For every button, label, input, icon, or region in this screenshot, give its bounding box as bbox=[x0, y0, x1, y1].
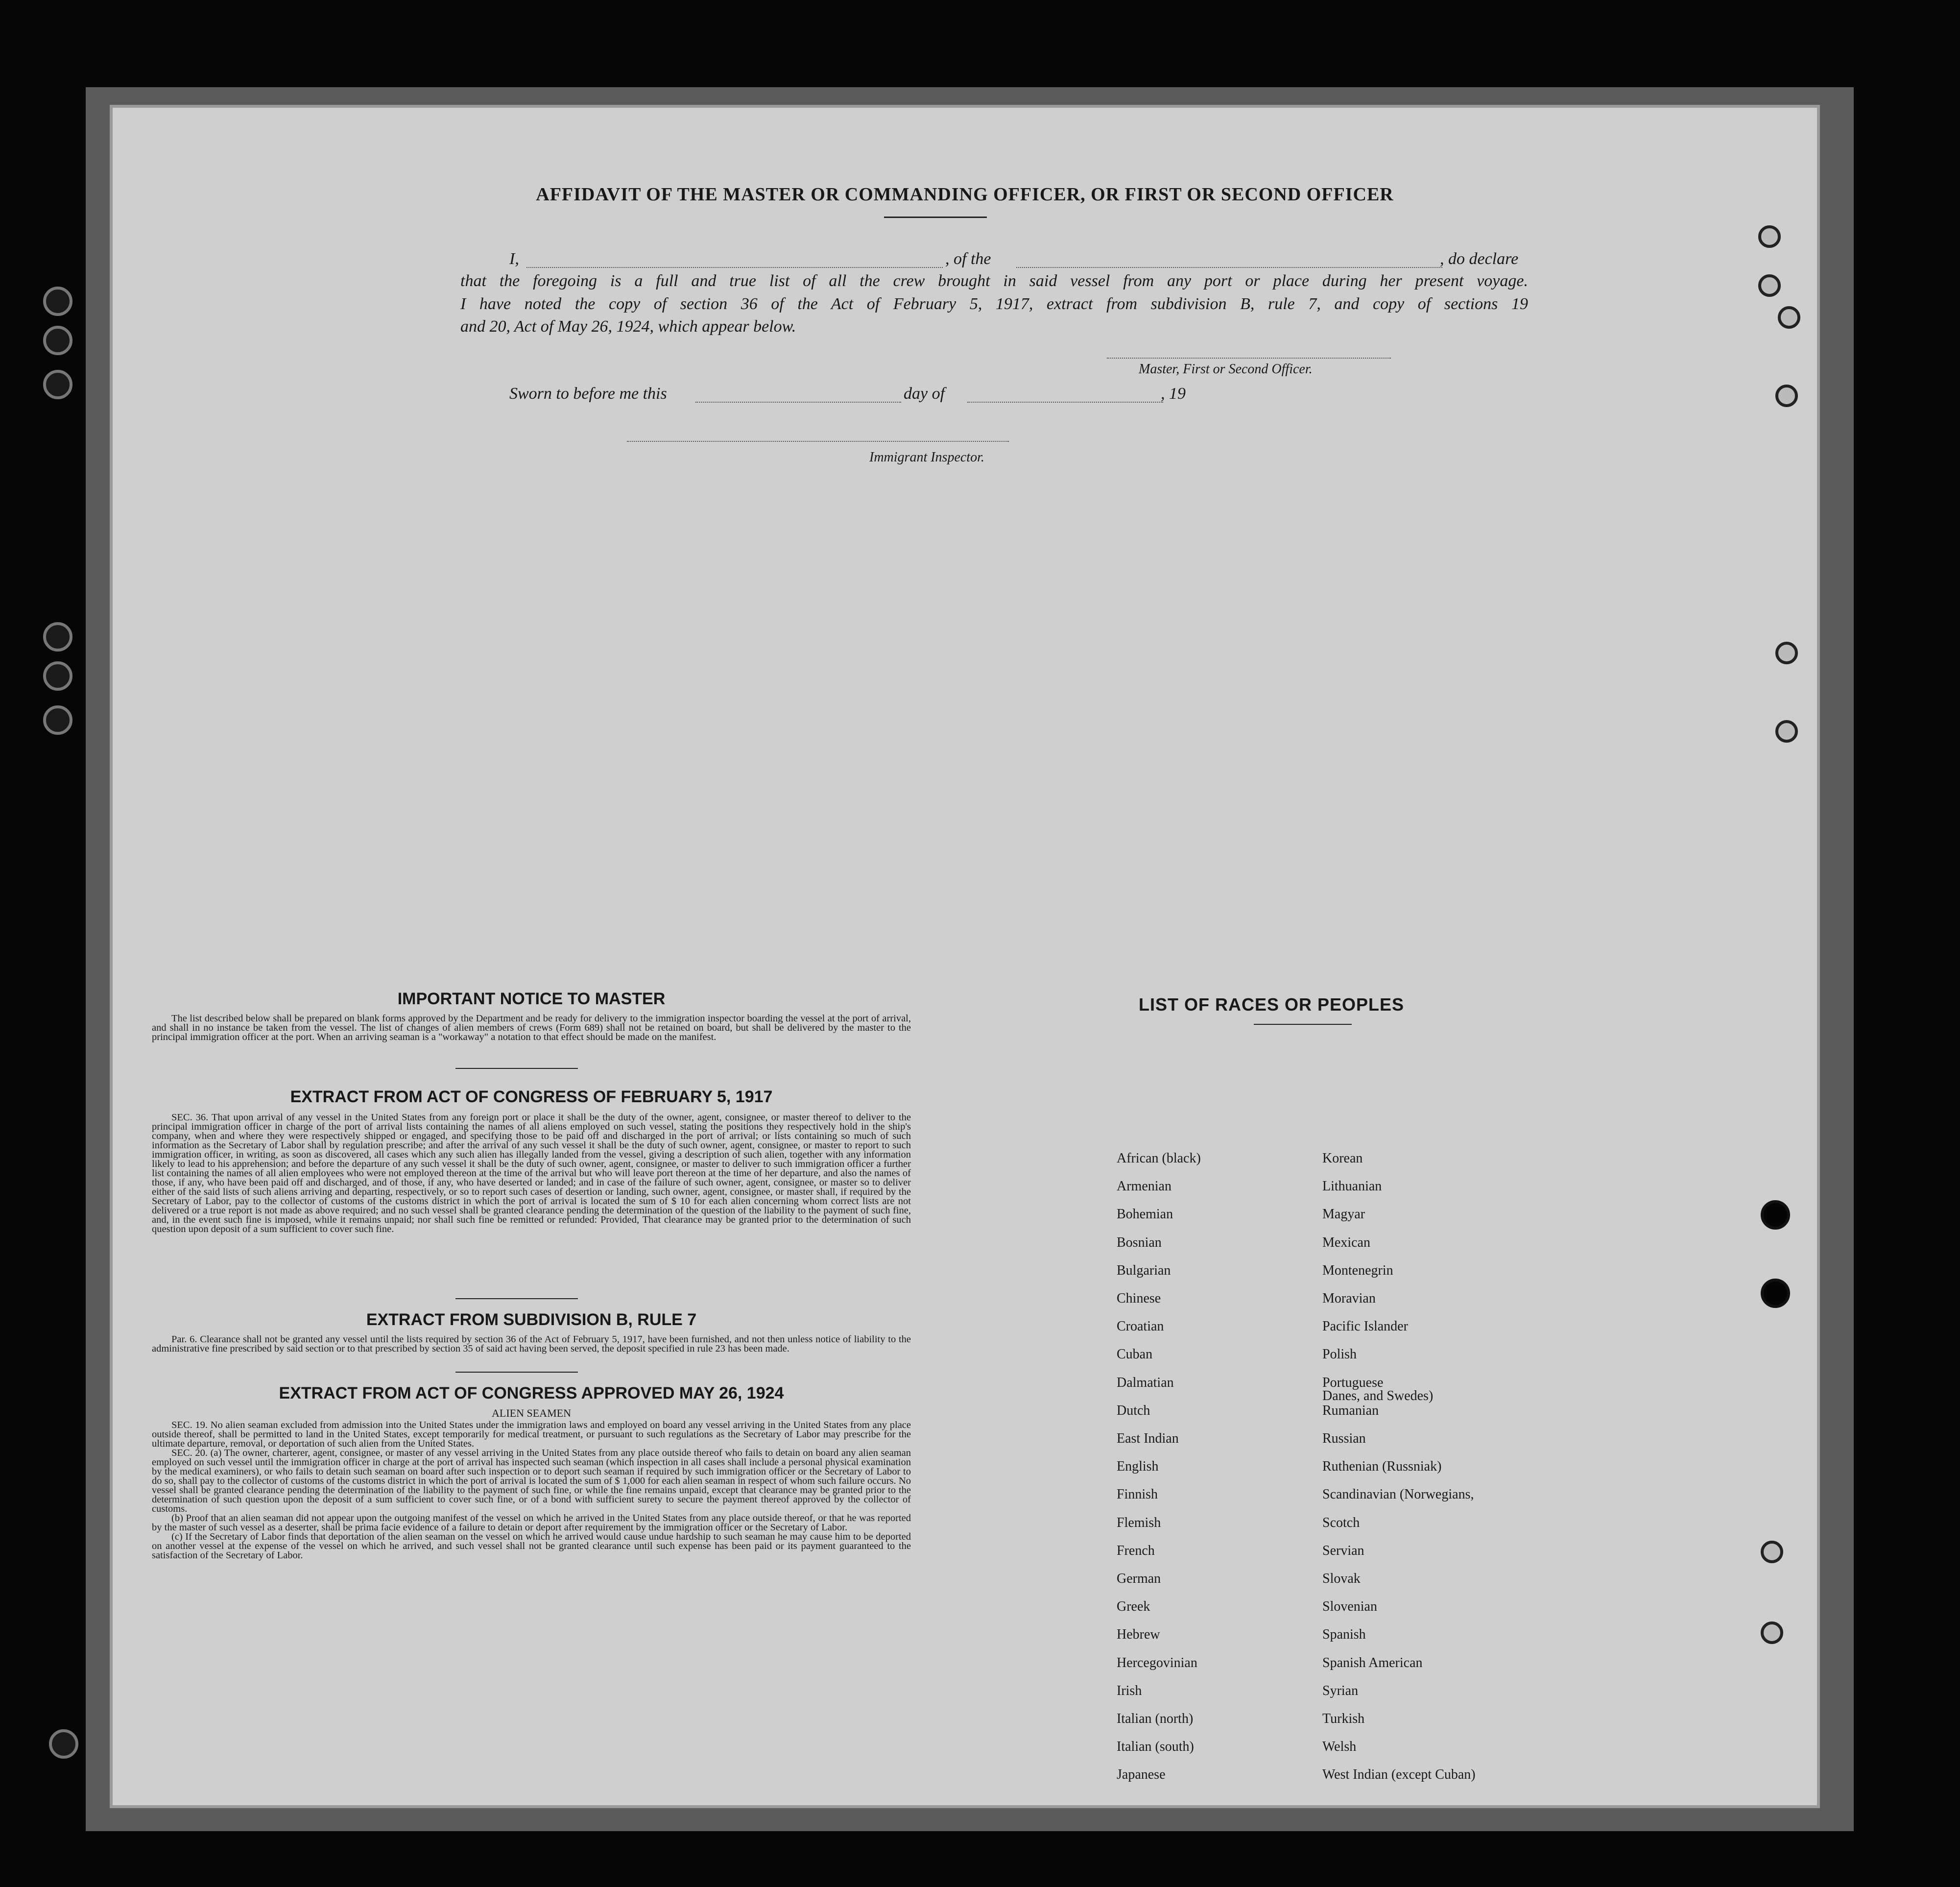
race-item: Bohemian bbox=[1117, 1207, 1173, 1222]
race-item: Bosnian bbox=[1117, 1235, 1162, 1250]
binder-ring bbox=[1761, 1541, 1783, 1563]
race-item: English bbox=[1117, 1459, 1159, 1474]
race-item: Bulgarian bbox=[1117, 1263, 1171, 1278]
inspector-signature-line bbox=[627, 441, 1009, 442]
title-underline bbox=[884, 217, 987, 218]
affidavit-declare: , do declare bbox=[1440, 250, 1519, 268]
race-item: Armenian bbox=[1117, 1179, 1171, 1194]
race-item: Cuban bbox=[1117, 1347, 1153, 1362]
race-item: Irish bbox=[1117, 1683, 1142, 1698]
notice-paragraph: The list described below shall be prepared on blank forms approved by the Department and be ready for delivery to the immigration inspector boarding the vessel at the port of arrival, and shall in no instance be taken from the vessel. The list of changes of alien members of crews (Form 689) shall not be retained on board, but shall be delivered by the master to the principal immigration officer at the port. When an arriving seaman is a "workaway" a notation to that effect should be made on the manifest. bbox=[152, 1013, 911, 1042]
binder-ring bbox=[1758, 274, 1781, 297]
affidavit-line-2: that the foregoing is a full and true list of all the crew brought in said vessel from any port or place during her present voyage. bbox=[460, 272, 1528, 290]
race-item: French bbox=[1117, 1543, 1155, 1558]
binder-ring bbox=[1775, 642, 1798, 664]
name-blank bbox=[526, 267, 943, 268]
binder-hole bbox=[43, 287, 72, 316]
race-scandinavian-cont: Danes, and Swedes) bbox=[1322, 1388, 1434, 1403]
race-item: Servian bbox=[1322, 1543, 1364, 1558]
affidavit-line-4: and 20, Act of May 26, 1924, which appear below. bbox=[460, 317, 796, 336]
races-underline bbox=[1254, 1024, 1352, 1025]
race-item: Portuguese bbox=[1322, 1375, 1384, 1390]
race-item: Syrian bbox=[1322, 1683, 1359, 1698]
race-item: Hercegovinian bbox=[1117, 1655, 1197, 1670]
race-item: Greek bbox=[1117, 1599, 1150, 1614]
binder-hole bbox=[43, 622, 72, 652]
race-item: Moravian bbox=[1322, 1291, 1376, 1306]
race-item: Slovenian bbox=[1322, 1599, 1377, 1614]
race-item: West Indian (except Cuban) bbox=[1322, 1767, 1476, 1782]
race-item: Pacific Islander bbox=[1322, 1319, 1408, 1334]
race-item: Polish bbox=[1322, 1347, 1357, 1362]
race-item: Russian bbox=[1322, 1431, 1366, 1446]
binder-ring bbox=[1778, 306, 1800, 329]
race-item: Dalmatian bbox=[1117, 1375, 1174, 1390]
notice-title: IMPORTANT NOTICE TO MASTER bbox=[397, 990, 666, 1008]
race-item: Hebrew bbox=[1117, 1627, 1160, 1642]
binder-hole bbox=[43, 370, 72, 399]
race-item: Spanish American bbox=[1322, 1655, 1423, 1670]
rule7-text bbox=[152, 1335, 911, 1354]
race-item: Scandinavian (Norwegians, bbox=[1322, 1487, 1474, 1502]
binder-ring bbox=[1775, 385, 1798, 407]
affidavit-line-3: I have noted the copy of section 36 of the Act of February 5, 1917, extract from subdivision B, rule 7, and copy of sections 19 bbox=[460, 295, 1528, 313]
affidavit-title: AFFIDAVIT OF THE MASTER OR COMMANDING OFFICER, OR FIRST OR SECOND OFFICER bbox=[536, 184, 1394, 205]
race-item: Italian (south) bbox=[1117, 1739, 1194, 1754]
alien-seamen-subtitle: ALIEN SEAMEN bbox=[492, 1407, 571, 1419]
sworn-year: , 19 bbox=[1161, 385, 1186, 403]
race-item: Montenegrin bbox=[1322, 1263, 1393, 1278]
binder-ring bbox=[1758, 225, 1781, 248]
vessel-blank bbox=[1016, 267, 1442, 268]
race-item: Chinese bbox=[1117, 1291, 1161, 1306]
race-item: Finnish bbox=[1117, 1487, 1158, 1502]
race-item: Slovak bbox=[1322, 1571, 1361, 1586]
par-6-paragraph: Par. 6. Clearance shall not be granted any vessel until the lists required by section 36 of the Act of February 5, 1917, have been furnished, and not then unless notice of liability to the administrative fine prescribed by said section or to that prescribed by section 35 of said act having been served, the deposit specified in rule 23 has been made. bbox=[152, 1334, 911, 1354]
race-item: Ruthenian (Russniak) bbox=[1322, 1459, 1442, 1474]
binder-hole bbox=[1761, 1279, 1790, 1308]
divider bbox=[455, 1068, 578, 1069]
notice-text bbox=[152, 1014, 911, 1042]
binder-hole bbox=[1761, 1200, 1790, 1230]
divider bbox=[455, 1298, 578, 1299]
document-page bbox=[113, 108, 1817, 1805]
race-item: East Indian bbox=[1117, 1431, 1179, 1446]
race-item: Italian (north) bbox=[1117, 1711, 1194, 1726]
sec-20b-paragraph: (b) Proof that an alien seaman did not appear upon the outgoing manifest of the vessel on which he arrived in the United States from any place outside thereof, or that he was reported by the master of such vessel as a deserter, shall be prima facie evidence of a failure to detain or deport after requirement by the immigration officer or the Secretary of Labor. bbox=[152, 1513, 911, 1533]
extract-1924-text bbox=[152, 1421, 911, 1560]
race-item: African (black) bbox=[1117, 1151, 1201, 1166]
sec-20a-paragraph: SEC. 20. (a) The owner, charterer, agent, consignee, or master of any vessel arriving in the United States from any place outside thereof who fails to detain on board any alien seaman employed on such vessel until the immigration officer in charge at the port of arrival has inspected such seaman (which inspection in all cases shall include a personal physical examination by the medical examiners), or who fails to detain such seaman on board after such inspection or to deport such seaman if required by such immigration officer or the Secretary of Labor to do so, shall pay to the collector of customs of the customs district in which the port of arrival is located the sum of $ 1,000 for each alien seaman in respect of whom such failure occurs. No vessel shall be granted clearance pending the determination of the liability to the payment of such fine, or while the fine remains unpaid, except that clearance may be granted prior to the determination of such question upon the deposit of a sum sufficient to cover such fine, or of a bond with sufficient surety to secure the payment thereof approved by the collector of customs. bbox=[152, 1448, 911, 1514]
extract-1917-title: EXTRACT FROM ACT OF CONGRESS OF FEBRUARY 5, 1917 bbox=[290, 1088, 773, 1106]
race-item: German bbox=[1117, 1571, 1161, 1586]
extract-1917-text bbox=[152, 1113, 911, 1234]
sworn-day-of: day of bbox=[904, 385, 945, 403]
sec-20c-paragraph: (c) If the Secretary of Labor finds that deportation of the alien seaman on the vessel on which he arrived would cause undue hardship to such seaman he may cause him to be deported on another vessel at the expense of the vessel on which he arrived, and such vessel shall not be granted clearance until such expense has been paid or its payment guaranteed to the satisfaction of the Secretary of Labor. bbox=[152, 1531, 911, 1561]
affidavit-i: I, bbox=[509, 250, 519, 268]
sec-36-paragraph: SEC. 36. That upon arrival of any vessel in the United States from any foreign port or place it shall be the duty of the owner, agent, consignee, or master thereof to deliver to the principal immigration officer in charge of the port of arrival lists containing the names of all aliens employed on such vessel, stating the positions they respectively hold in the ship's company, when and where they were respectively shipped or engaged, and specifying those to be paid off and discharged in the port of arrival; or lists containing so much of such information as the Secretary of Labor shall by regulation prescribe; and after the arrival of any such vessel it shall be the duty of such owner, agent, consignee, or master to report to such immigration officer, in writing, as soon as discovered, all cases which any such alien has illegally landed from the vessel, giving a description of such alien, together with any information likely to lead to his apprehension; and before the departure of any such vessel it shall be the duty of such owner, agent, consignee, or master to deliver to such immigration officer a further list containing the names of all alien employees who were not employed thereon at the time of the arrival but who will leave port thereon at the time of her departure, and also the names of those, if any, who have been paid off and discharged, and of those, if any, who have deserted or landed; and in case of the failure of such owner, agent, consignee, or master so to deliver either of the said lists of such aliens arriving and departing, respectively, or so to report such cases of desertion or landing, such owner, agent, consignee, or master shall, if required by the Secretary of Labor, pay to the collector of customs of the customs district in which the port of arrival is located the sum of $ 10 for each alien concerning whom correct lists are not delivered or a true report is not made as above required; and no such vessel shall be granted clearance pending the determination of the question of the liability to the payment of such fine, and, in the event such fine is imposed, while it remains unpaid; nor shall such fine be remitted or refunded: Provided, That clearance may be granted prior to the determination of such question upon deposit of a sum sufficient to cover such fine. bbox=[152, 1112, 911, 1234]
race-item: Japanese bbox=[1117, 1767, 1166, 1782]
sworn-prefix: Sworn to before me this bbox=[509, 385, 667, 403]
rule7-title: EXTRACT FROM SUBDIVISION B, RULE 7 bbox=[366, 1310, 697, 1329]
binder-hole bbox=[49, 1729, 78, 1759]
inspector-label: Immigrant Inspector. bbox=[869, 450, 984, 465]
race-item: Flemish bbox=[1117, 1515, 1161, 1530]
race-item: Rumanian bbox=[1322, 1403, 1379, 1418]
race-item: Welsh bbox=[1322, 1739, 1357, 1754]
divider bbox=[455, 1372, 578, 1373]
race-item: Dutch bbox=[1117, 1403, 1150, 1418]
binder-ring bbox=[1761, 1621, 1783, 1644]
race-item: Croatian bbox=[1117, 1319, 1164, 1334]
binder-hole bbox=[43, 705, 72, 735]
binder-hole bbox=[43, 661, 72, 691]
sec-19-paragraph: SEC. 19. No alien seaman excluded from admission into the United States under the immigration laws and employed on board any vessel arriving in the United States from any place outside thereof, shall be permitted to land in the United States, except temporarily for medical treatment, or pursuant to such regulations as the Secretary of Labor may prescribe for the ultimate departure, removal, or deportation of such alien from the United States. bbox=[152, 1420, 911, 1449]
race-item: Magyar bbox=[1322, 1207, 1365, 1222]
binder-ring bbox=[1775, 720, 1798, 743]
race-item: Turkish bbox=[1322, 1711, 1365, 1726]
race-item: Lithuanian bbox=[1322, 1179, 1382, 1194]
master-signature-label: Master, First or Second Officer. bbox=[1139, 362, 1313, 377]
race-item: Mexican bbox=[1322, 1235, 1370, 1250]
sworn-day-blank bbox=[695, 402, 901, 403]
binder-hole bbox=[43, 326, 72, 355]
sworn-month-blank bbox=[967, 402, 1163, 403]
race-item: Spanish bbox=[1322, 1627, 1366, 1642]
extract-1924-title: EXTRACT FROM ACT OF CONGRESS APPROVED MAY 26, 1924 bbox=[279, 1384, 784, 1403]
affidavit-of-the: , of the bbox=[945, 250, 991, 268]
race-item: Korean bbox=[1322, 1151, 1363, 1166]
race-item: Scotch bbox=[1322, 1515, 1360, 1530]
master-signature-line bbox=[1107, 358, 1391, 359]
races-title: LIST OF RACES OR PEOPLES bbox=[1139, 994, 1405, 1015]
